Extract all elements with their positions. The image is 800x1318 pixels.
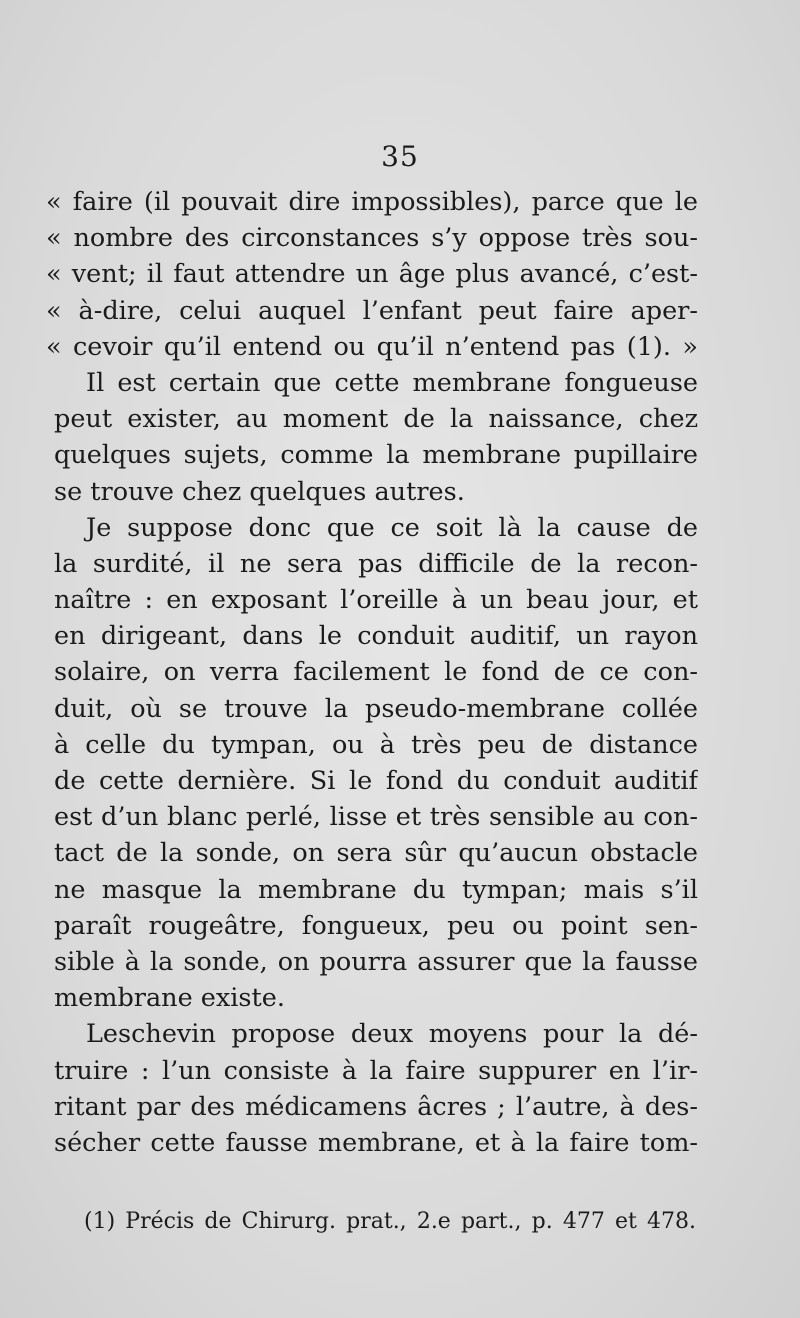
footnote: (1) Précis de Chirurg. prat., 2.e part., p. 477 et 478. [84, 1209, 696, 1234]
text-line: duit, où se trouve la pseudo-membrane collée [54, 693, 698, 724]
text-line: solaire, on verra facilement le fond de ce con- [54, 657, 698, 688]
text-line: de cette dernière. Si le fond du conduit auditif [54, 766, 698, 796]
text-line: « à-dire, celui auquel l’enfant peut faire aper- [46, 295, 698, 326]
page-number: 35 [381, 140, 419, 173]
text-line: sible à la sonde, on pourra assurer que la fausse [54, 946, 698, 977]
text-line: ritant par des médicamens âcres ; l’autre, à des- [54, 1091, 698, 1122]
text-line: « cevoir qu’il entend ou qu’il n’entend pas (1). » [46, 331, 698, 362]
text-line: Leschevin propose deux moyens pour la dé- [86, 1019, 698, 1050]
text-line: sécher cette fausse membrane, et à la faire tom- [54, 1127, 698, 1158]
text-line: truire : l’un consiste à la faire suppurer en l’ir- [54, 1055, 698, 1086]
text-line: « vent; il faut attendre un âge plus avancé, c’est- [46, 259, 698, 290]
text-line: ne masque la membrane du tympan; mais s’il [54, 874, 698, 905]
text-line: est d’un blanc perlé, lisse et très sensible au con- [54, 802, 698, 833]
text-line: naître : en exposant l’oreille à un beau jour, et [54, 585, 698, 616]
text-line: « nombre des circonstances s’y oppose très sou- [46, 223, 698, 254]
text-line: membrane existe. [54, 983, 285, 1014]
text-line: Il est certain que cette membrane fongueuse [86, 367, 698, 398]
text-line: peut exister, au moment de la naissance, chez [54, 404, 698, 435]
text-line: la surdité, il ne sera pas difficile de la recon- [54, 548, 698, 579]
text-line: quelques sujets, comme la membrane pupillaire [54, 440, 698, 471]
text-line: en dirigeant, dans le conduit auditif, un rayon [54, 621, 698, 652]
text-line: paraît rougeâtre, fongueux, peu ou point sen- [54, 910, 698, 941]
text-line: tact de la sonde, on sera sûr qu’aucun obstacle [54, 838, 698, 869]
body-text [46, 184, 698, 1161]
text-line: Je suppose donc que ce soit là la cause de [86, 512, 698, 543]
text-line: « faire (il pouvait dire impossibles), parce que le [46, 187, 698, 217]
text-line: à celle du tympan, ou à très peu de distance [54, 729, 698, 760]
text-line: se trouve chez quelques autres. [54, 476, 465, 507]
